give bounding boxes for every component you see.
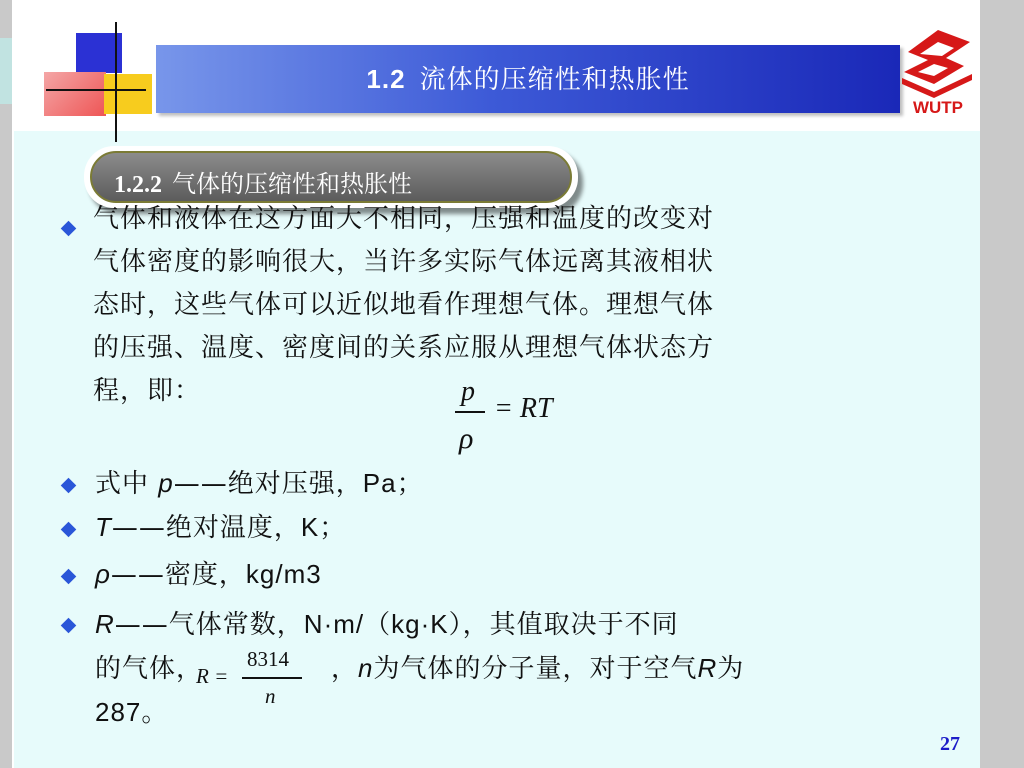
- symbol-rho: ρ: [95, 559, 111, 589]
- intro-line: 的压强、温度、密度间的关系应服从理想气体状态方: [93, 333, 715, 363]
- decor-yellow-square: [104, 74, 152, 114]
- decor-horizontal-line: [46, 89, 146, 91]
- def-temperature: T——绝对温度，K；: [95, 512, 347, 543]
- formula2-lhs: R =: [196, 664, 229, 688]
- def-pressure: 式中 p——绝对压强，Pa；: [95, 468, 424, 499]
- slide-title: [156, 59, 900, 96]
- def-gas-constant: R——气体常数，N·m/（kg·K），其值取决于不同 的气体， ，n为气体的分子量，对于空气R为 287。: [95, 609, 745, 727]
- fraction-bar: [455, 411, 485, 413]
- def-density: ρ——密度，kg/m3: [95, 559, 322, 590]
- logo-mark-icon: [898, 22, 978, 98]
- intro-line: 态时，这些气体可以近似地看作理想气体。理想气体: [93, 290, 715, 320]
- formula-denominator: ρ: [459, 422, 474, 455]
- section-subtitle: [114, 164, 412, 199]
- intro-line: 程，即：: [93, 376, 202, 406]
- title-number: 1.2: [366, 64, 406, 94]
- symbol-T: T: [95, 512, 112, 542]
- intro-paragraph: [93, 198, 714, 413]
- left-margin: [0, 0, 12, 768]
- symbol-p: p: [158, 468, 174, 498]
- logo-text: WUTP: [912, 98, 964, 117]
- title-label: 流体的压缩性和热胀性: [419, 65, 690, 95]
- formula-rhs: = RT: [494, 393, 553, 424]
- decor-vertical-line: [115, 22, 117, 142]
- formula2-numerator: 8314: [247, 647, 289, 671]
- wutp-logo: [898, 22, 978, 120]
- formula2-denominator: n: [265, 684, 276, 708]
- subtitle-number: 1.2.2: [114, 172, 162, 198]
- formula-numerator: p: [461, 376, 475, 407]
- subtitle-label: 气体的压缩性和热胀性: [172, 170, 412, 198]
- intro-line: 气体密度的影响很大，当许多实际气体远离其液相状: [93, 247, 715, 277]
- symbol-R: R: [95, 609, 115, 639]
- decor-red-square: [44, 72, 106, 116]
- title-bar: [156, 45, 900, 113]
- intro-line: 气体和液体在这方面大不相同，压强和温度的改变对: [93, 204, 715, 234]
- page-number: 27: [940, 733, 960, 755]
- formula2-fraction-bar: [242, 677, 302, 679]
- right-margin: [980, 0, 1024, 768]
